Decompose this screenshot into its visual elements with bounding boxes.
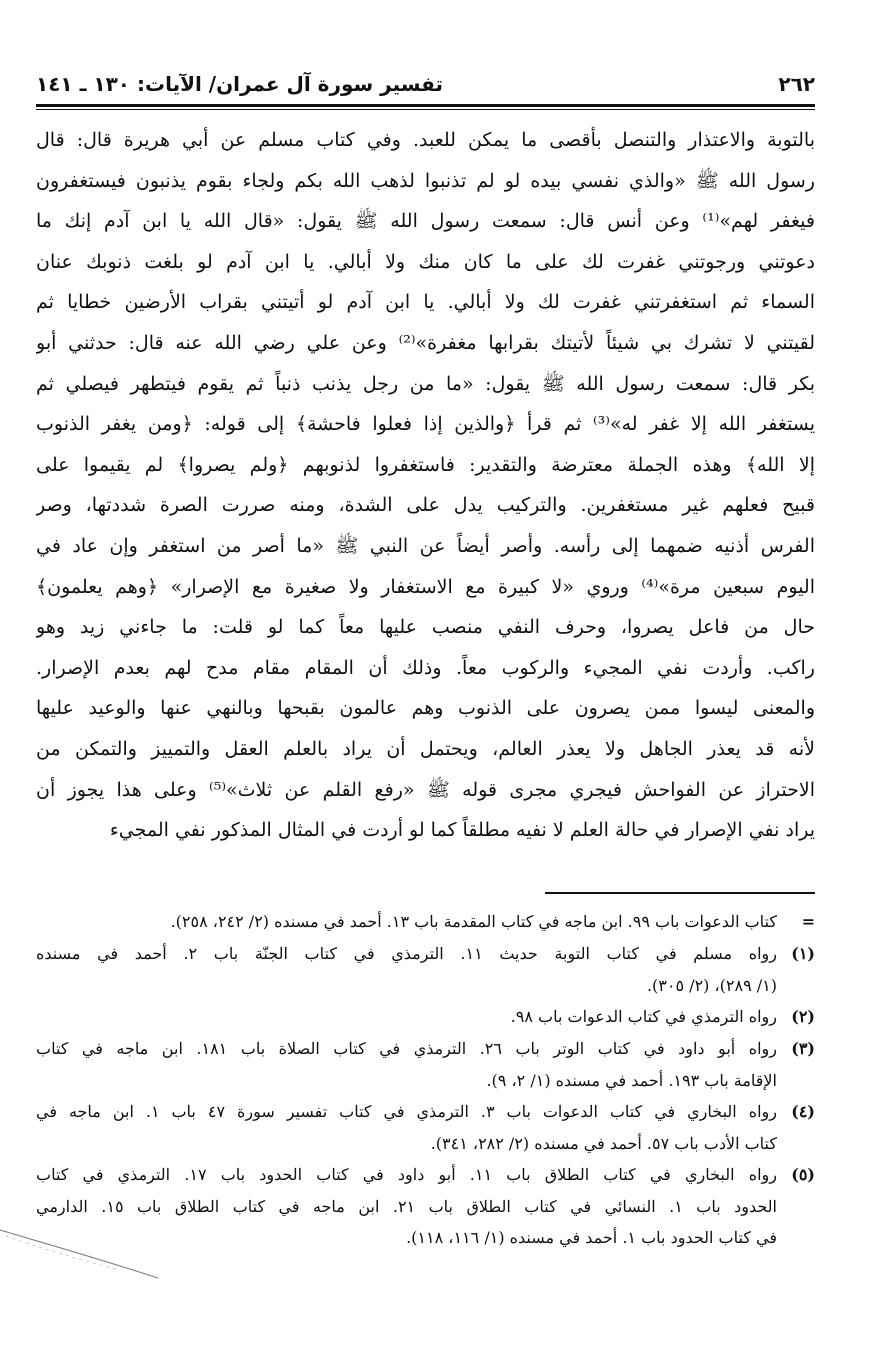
text-line: يراد نفي الإصرار في حالة العلم لا نفيه مطلقاً كما لو أردت في المثال المذكور نفي المجيء [109,819,815,842]
running-title: تفسير سورة آل عمران/ الآيات: ١٣٠ ـ ١٤١ [36,72,444,96]
footnote-line: (١/ ٢٨٩)، (٢/ ٣٠٥). [646,975,777,995]
text-line: يستغفر الله إلا غفر له»⁽³⁾ ثم قرأ ﴿والذين إذا فعلوا فاحشة﴾ إلى قوله: ﴿ومن يغفر الذنوب [36,413,815,436]
running-header [36,64,815,104]
text-line: الفرس أذنيه ضمهما إلى رأسه. وأصر أيضاً عن النبي ﷺ «ما أصر من استغفر وإن عاد في [36,534,815,557]
text-line: بكر قال: سمعت رسول الله ﷺ يقول: «ما من رجل يذنب ذنباً ثم يقوم فيتطهر فيصلي ثم [36,372,815,395]
footnote-2 [36,1001,815,1033]
footnote-3 [36,1033,815,1096]
text-line: اليوم سبعين مرة»⁽⁴⁾ وروي «لا كبيرة مع الاستغفار ولا صغيرة مع الإصرار» ﴿وهم يعلمون﴾ [36,575,815,598]
footnote-line: في كتاب الحدود باب ١. أحمد في مسنده (١/ ١١٦، ١١٨). [406,1228,777,1247]
footnote-marker: (٣) [791,1039,815,1058]
footnote-line: رواه مسلم في كتاب التوبة حديث ١١. الترمذي في كتاب الجنّة باب ٢. أحمد في مسنده [36,944,777,963]
footnote-line: كتاب الأدب باب ٥٧. أحمد في مسنده (٢/ ٢٨٢، ٣٤١). [430,1133,777,1153]
text-line: رسول الله ﷺ «والذي نفسي بيده لو لم تذنبوا لذهب الله بكم ولجاء بقوم يذنبون فيستغفرون [36,169,815,192]
header-rule [36,104,815,107]
text-line: حال من فاعل يصروا، وحرف النفي منصب عليها معاً كما لو قلت: ما جاءني زيد وهو [36,616,815,639]
footnote-4 [36,1096,815,1159]
main-text [36,120,815,860]
footnote-separator [545,892,815,894]
footnote-line: رواه الترمذي في كتاب الدعوات باب ٩٨. [510,1007,777,1026]
scan-artifact-stroke [0,1226,160,1286]
footnote-line: رواه أبو داود في كتاب الوتر باب ٢٦. الترمذي في كتاب الصلاة باب ١٨١. ابن ماجه في كتاب [36,1039,777,1058]
text-line: بالتوبة والاعتذار والتنصل بأقصى ما يمكن للعبد. وفي كتاب مسلم عن أبي هريرة قال: قال [36,129,815,151]
footnote-line: رواه البخاري في كتاب الدعوات باب ٣. الترمذي في كتاب تفسير سورة ٤٧ باب ١. ابن ماجه في [36,1102,777,1121]
page-number: ٢٦٢ [778,72,815,96]
footnote-marker: (١) [791,944,815,963]
text-line: راكب. وأردت نفي المجيء والركوب معاً. وذلك أن المقام مقام مدح لهم بعدم الإصرار. [36,656,815,679]
footnote-marker: (٤) [791,1102,815,1121]
footnote-continuation [36,906,815,938]
footnote-line: الحدود باب ١. النسائي في كتاب الطلاق باب ٢١. ابن ماجه في كتاب الطلاق باب ١٥. الدارمي [36,1196,777,1216]
text-line: السماء ثم استغفرتني غفرت لك ولا أبالي. يا ابن آدم لو أتيتني بقراب الأرضين خطايا ثم [36,291,815,314]
text-line: قبيح فعلهم غير مستغفرين. والتركيب يدل على الشدة، ومنه صررت الصرة شددتها، وصر [36,494,815,517]
footnote-line: الإقامة باب ١٩٣. أحمد في مسنده (١/ ٢، ٩). [486,1070,777,1090]
text-line: دعوتني ورجوتني غفرت لك على ما كان منك ولا أبالي. يا ابن آدم لو بلغت ذنوبك عنان [36,250,815,273]
text-line: لقيتني لا تشرك بي شيئاً لأتيتك بقرابها مغفرة»⁽²⁾ وعن علي رضي الله عنه قال: حدثني أبو [36,331,815,354]
text-line: لأنه قد يعذر الجاهل ولا يعذر العالم، ويحتمل أن يراد بالعلم العقل والتمييز والتمكن من [36,737,815,760]
footnote-marker: (٥) [791,1165,815,1184]
text-line: الاحتراز عن الفواحش فيجري مجرى قوله ﷺ «رفع القلم عن ثلاث»⁽⁵⁾ وعلى هذا يجوز أن [36,778,815,801]
footnote-line: كتاب الدعوات باب ٩٩. ابن ماجه في كتاب المقدمة باب ١٣. أحمد في مسنده (٢/ ٢٤٢، ٢٥٨). [170,912,777,931]
footnote-1 [36,938,815,1001]
text-line: والمعنى ليسوا ممن يصرون على الذنوب وهم عالمون بقبحها وبالنهي عنها والوعيد عليها [36,697,815,720]
footnote-line: رواه البخاري في كتاب الطلاق باب ١١. أبو داود في كتاب الحدود باب ١٧. الترمذي في كتاب [36,1165,777,1184]
footnote-marker: = [801,912,815,931]
text-line: إلا الله﴾ وهذه الجملة معترضة والتقدير: فاستغفروا لذنوبهم ﴿ولم يصروا﴾ لم يقيموا على [36,453,815,476]
text-line: فيغفر لهم»⁽¹⁾ وعن أنس قال: سمعت رسول الله ﷺ يقول: «قال الله يا ابن آدم إنك ما [36,210,815,233]
footnote-marker: (٢) [791,1007,815,1026]
